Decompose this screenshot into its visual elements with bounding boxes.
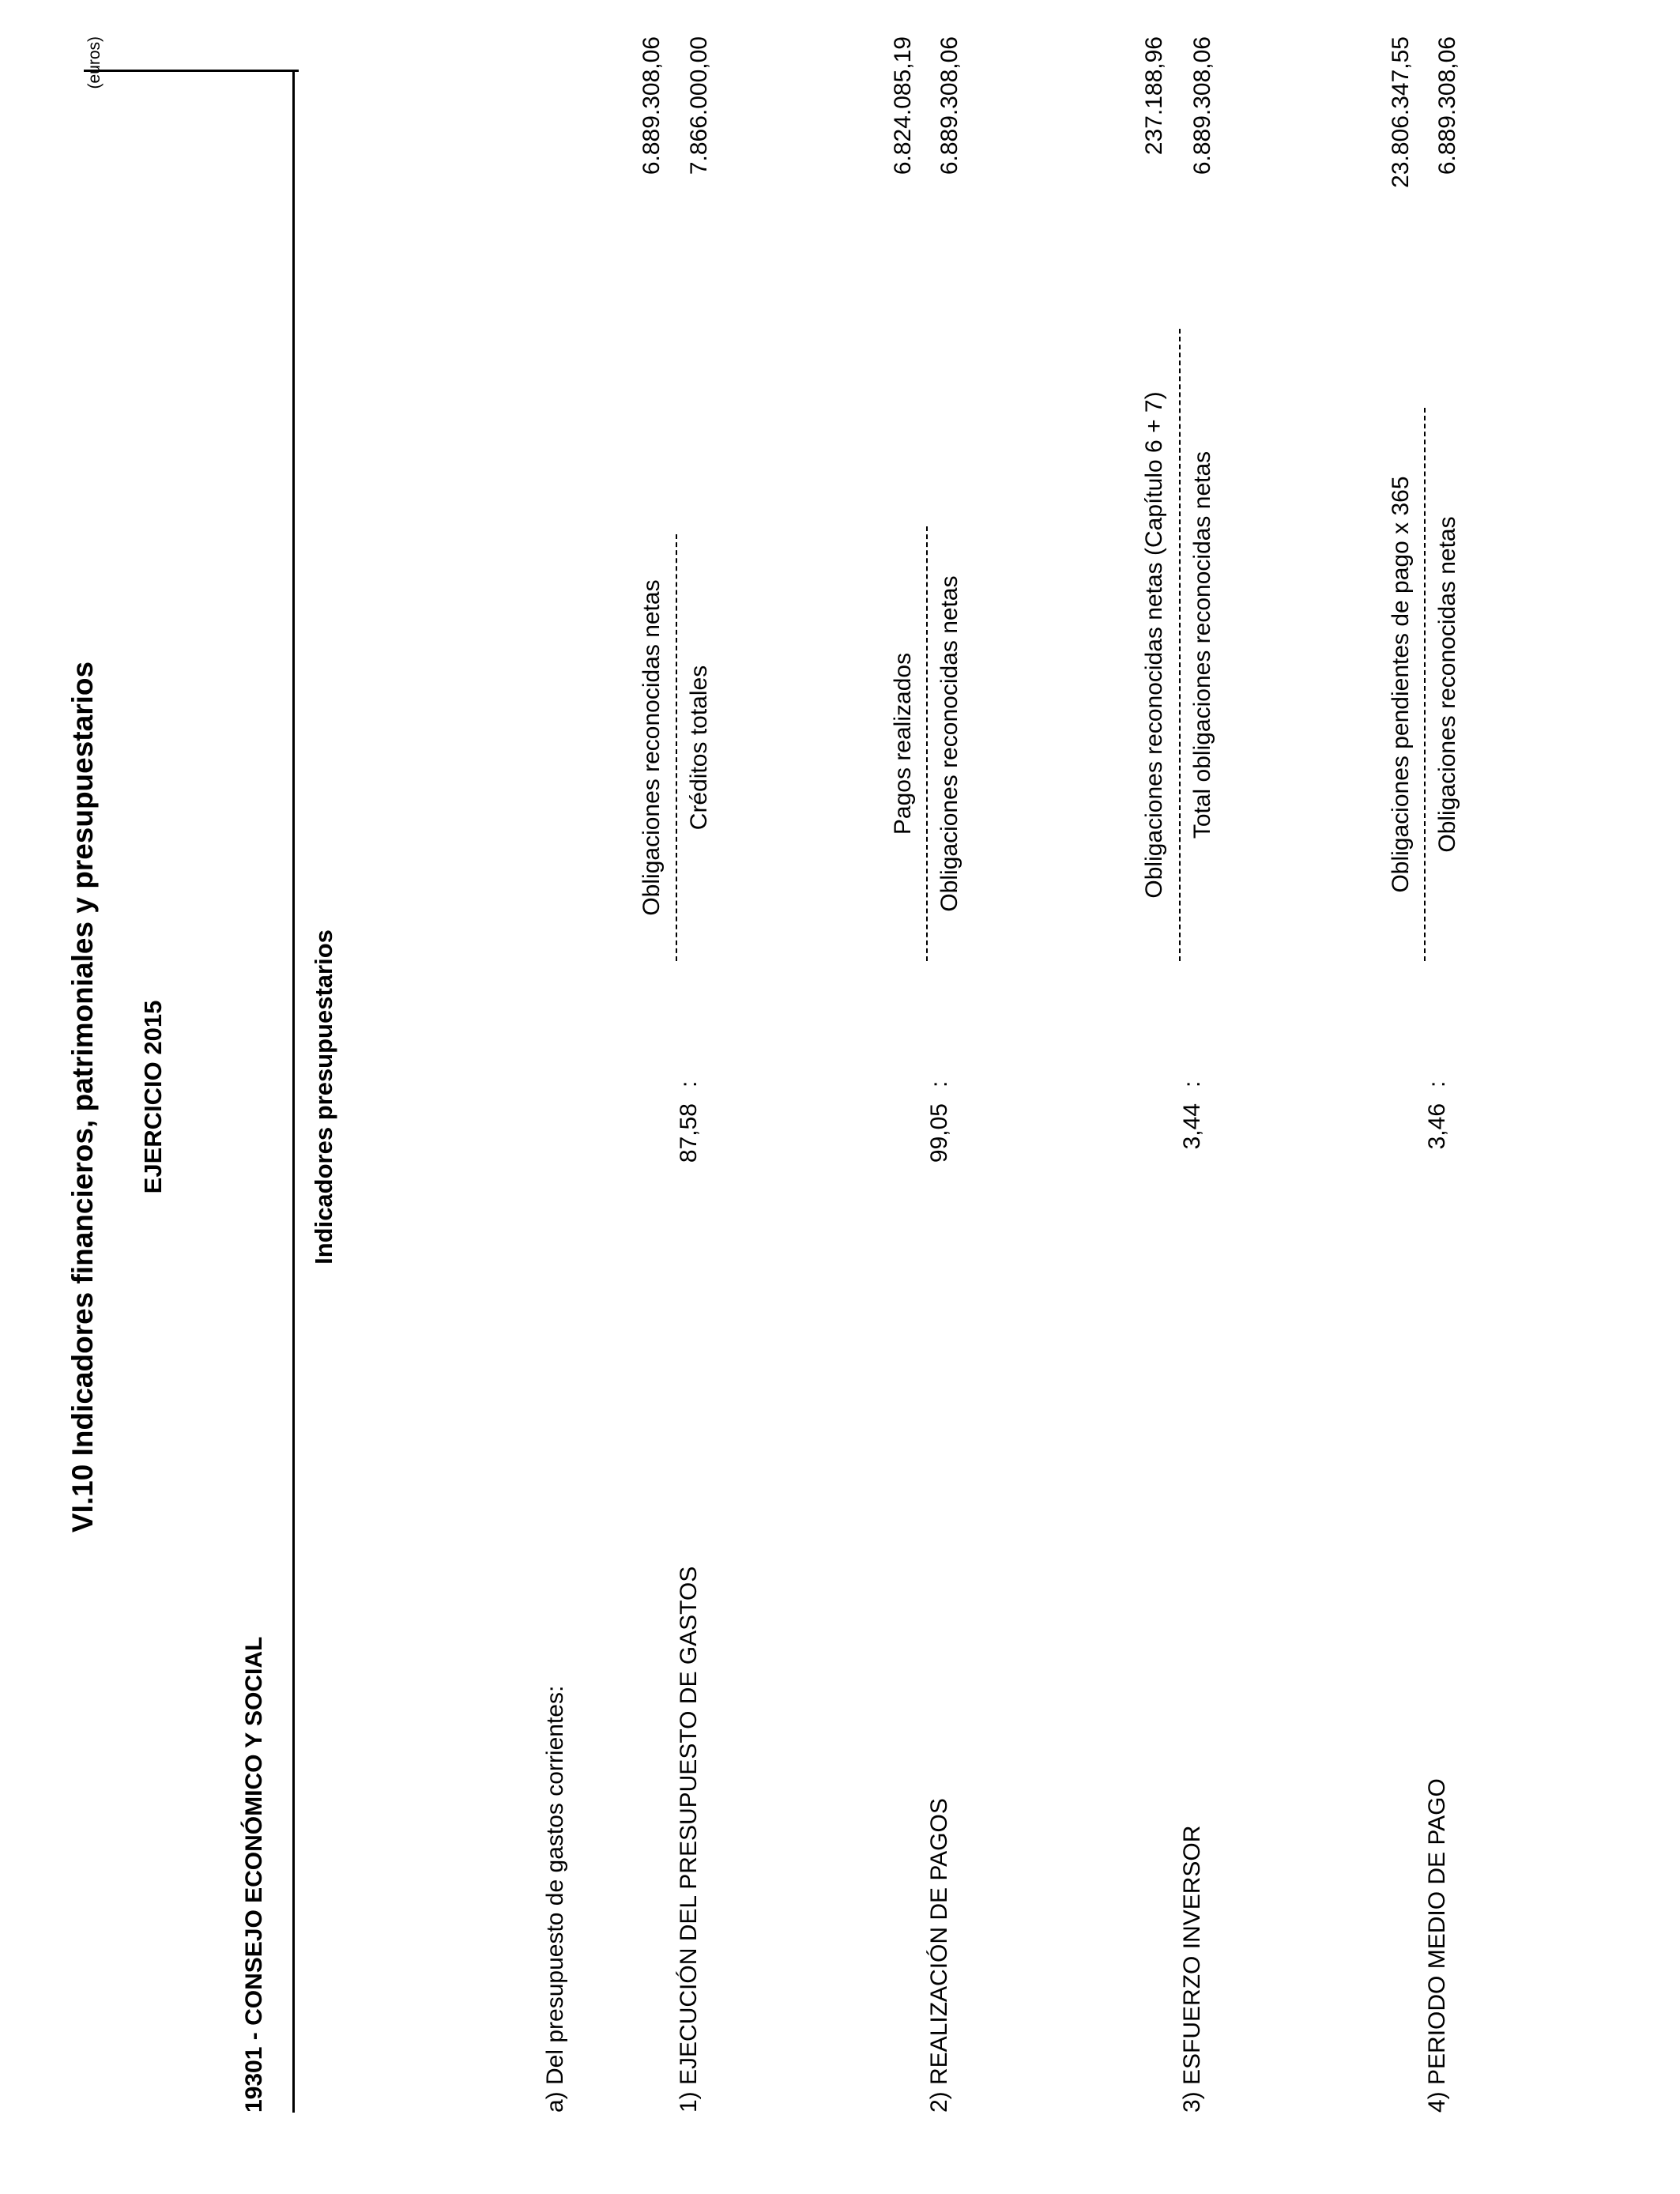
indicator-name: 4) PERIODO MEDIO DE PAGO bbox=[1424, 1778, 1450, 2113]
denominator-amount: 7.866.000,00 bbox=[686, 36, 712, 175]
indicator-value: 3,46 bbox=[1424, 1103, 1450, 1150]
numerator-label: Obligaciones reconocidas netas (Capítulo 6 + 7) bbox=[1141, 391, 1167, 899]
indicator-name: 1) EJECUCIÓN DEL PRESUPUESTO DE GASTOS bbox=[676, 1566, 702, 2113]
numerator-label: Obligaciones pendientes de pago x 365 bbox=[1388, 476, 1414, 893]
fraction-line bbox=[676, 534, 677, 961]
indicator-colon: : bbox=[1179, 1080, 1205, 1088]
section-heading: Indicadores presupuestarios bbox=[310, 929, 337, 1265]
indicator-value: 99,05 bbox=[926, 1103, 952, 1163]
fiscal-year-heading: EJERCICIO 2015 bbox=[139, 1000, 167, 1194]
indicator-colon: : bbox=[1424, 1080, 1450, 1088]
fraction-line bbox=[1179, 329, 1181, 961]
denominator-amount: 6.889.308,06 bbox=[936, 36, 962, 175]
units-label: (euros) bbox=[85, 36, 104, 89]
indicator-colon: : bbox=[926, 1080, 952, 1088]
numerator-amount: 6.824.085,19 bbox=[890, 36, 916, 175]
organization-name: 19301 - CONSEJO ECONÓMICO Y SOCIAL bbox=[241, 1636, 267, 2113]
indicator-colon: : bbox=[676, 1080, 702, 1088]
indicator-value: 3,44 bbox=[1179, 1103, 1205, 1150]
indicator-value: 87,58 bbox=[676, 1103, 702, 1163]
indicator-name: 3) ESFUERZO INVERSOR bbox=[1179, 1825, 1205, 2113]
denominator-label: Obligaciones reconocidas netas bbox=[1434, 516, 1460, 853]
numerator-label: Pagos realizados bbox=[890, 652, 916, 835]
numerator-amount: 6.889.308,06 bbox=[638, 36, 665, 175]
denominator-label: Créditos totales bbox=[686, 665, 712, 831]
page-title: VI.10 Indicadores financieros, patrimoniales y presupuestarios bbox=[66, 661, 99, 1533]
denominator-label: Total obligaciones reconocidas netas bbox=[1189, 450, 1215, 839]
denominator-amount: 6.889.308,06 bbox=[1189, 36, 1215, 175]
fraction-line bbox=[926, 526, 928, 961]
units-rule bbox=[84, 70, 299, 72]
header-rule bbox=[292, 72, 295, 2113]
numerator-amount: 23.806.347,55 bbox=[1388, 36, 1414, 188]
fraction-line bbox=[1424, 408, 1426, 961]
subsection-label: a) Del presupuesto de gastos corrientes: bbox=[542, 1685, 568, 2113]
denominator-label: Obligaciones reconocidas netas bbox=[936, 575, 962, 912]
indicator-name: 2) REALIZACIÓN DE PAGOS bbox=[926, 1798, 952, 2113]
denominator-amount: 6.889.308,06 bbox=[1434, 36, 1460, 175]
numerator-amount: 237.188,96 bbox=[1141, 36, 1167, 156]
numerator-label: Obligaciones reconocidas netas bbox=[638, 579, 665, 916]
